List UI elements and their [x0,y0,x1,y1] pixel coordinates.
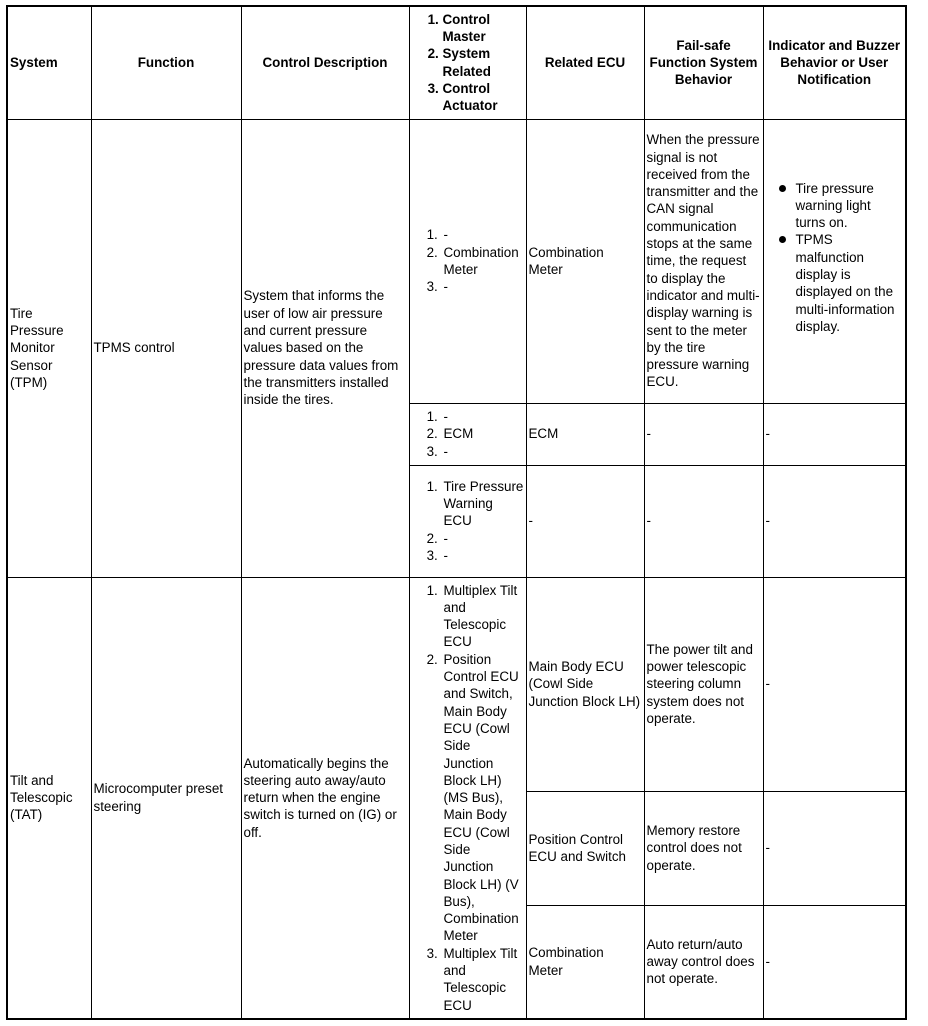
tat-control [409,577,526,1019]
tpm-fail-safe-2: - [644,403,763,465]
tpm-control-1 [409,119,526,403]
control-actuator: 3. - [442,443,524,460]
table-row [7,119,906,403]
header-system-related: 2. System Related [443,45,524,80]
control-list [412,408,524,460]
tat-related-ecu-2: Position Control ECU and Switch [526,791,644,905]
tpm-description: System that informs the user of low air pressure and current pressure values based on the pressure data values from the transmitters installed inside the tires. [241,119,409,577]
tat-related-ecu-1: Main Body ECU (Cowl Side Junction Block LH) [526,577,644,791]
header-function: Function [91,6,241,119]
tat-function: Microcomputer preset steering [91,577,241,1019]
list-item: TPMS malfunction display is displayed on the multi-information display. [796,231,904,335]
list-item: Tire pressure warning light turns on. [796,180,904,232]
header-control-master: 1. Control Master [443,11,524,46]
tat-fail-safe-1: The power tilt and power telescopic steering column system does not operate. [644,577,763,791]
tat-fail-safe-3: Auto return/auto away control does not operate. [644,905,763,1019]
control-actuator: 3. - [442,278,524,295]
tat-indicator-3: - [763,905,906,1019]
tat-related-ecu-3: Combination Meter [526,905,644,1019]
tat-indicator-2: - [763,791,906,905]
header-indicator: Indicator and Buzzer Behavior or User Notification [763,6,906,119]
control-list [412,226,524,295]
control-master: 1. - [442,226,524,243]
tpm-indicator-1 [763,119,906,403]
header-system: System [7,6,91,119]
system-related: 2. Combination Meter [442,244,524,279]
control-actuator: 3. - [442,547,524,564]
tat-fail-safe-2: Memory restore control does not operate. [644,791,763,905]
tpm-related-ecu-1: Combination Meter [526,119,644,403]
header-row [7,6,906,119]
tpm-function: TPMS control [91,119,241,577]
control-master: 1. - [442,408,524,425]
control-list [412,478,524,564]
tpm-system: Tire Pressure Monitor Sensor (TPM) [7,119,91,577]
header-control-items [409,6,526,119]
header-control-description: Control Description [241,6,409,119]
header-control-list [412,11,524,115]
tpm-fail-safe-1: When the pressure signal is not received from the transmitter and the CAN signal communication stops at the same time, the request to display the indicator and multi-display warning is sent to the meter by the tire pressure warning ECU. [644,119,763,403]
tat-system: Tilt and Telescopic (TAT) [7,577,91,1019]
control-master: 1. Multiplex Tilt and Telescopic ECU [442,582,524,651]
system-related: 2. Position Control ECU and Switch, Main Body ECU (Cowl Side Junction Block LH) (MS Bus), Main Body ECU (Cowl Side Junction Block LH) (V Bus), Combination Meter [442,651,524,945]
control-master: 1. Tire Pressure Warning ECU [442,478,524,530]
header-control-actuator: 3. Control Actuator [443,80,524,115]
header-fail-safe: Fail-safe Function System Behavior [644,6,763,119]
tpm-related-ecu-2: ECM [526,403,644,465]
header-related-ecu: Related ECU [526,6,644,119]
tat-description: Automatically begins the steering auto away/auto return when the engine switch is turned on (IG) or off. [241,577,409,1019]
system-related: 2. - [442,530,524,547]
tpm-indicator-2: - [763,403,906,465]
control-actuator: 3. Multiplex Tilt and Telescopic ECU [442,945,524,1014]
tpm-indicator-3: - [763,465,906,577]
tpm-control-2 [409,403,526,465]
tpm-related-ecu-3: - [526,465,644,577]
diagnostic-table [6,5,907,1020]
tat-indicator-1: - [763,577,906,791]
system-related: 2. ECM [442,425,524,442]
table-row [7,577,906,791]
tpm-control-3 [409,465,526,577]
control-list [412,582,524,1014]
tpm-fail-safe-3: - [644,465,763,577]
indicator-list [766,180,904,336]
